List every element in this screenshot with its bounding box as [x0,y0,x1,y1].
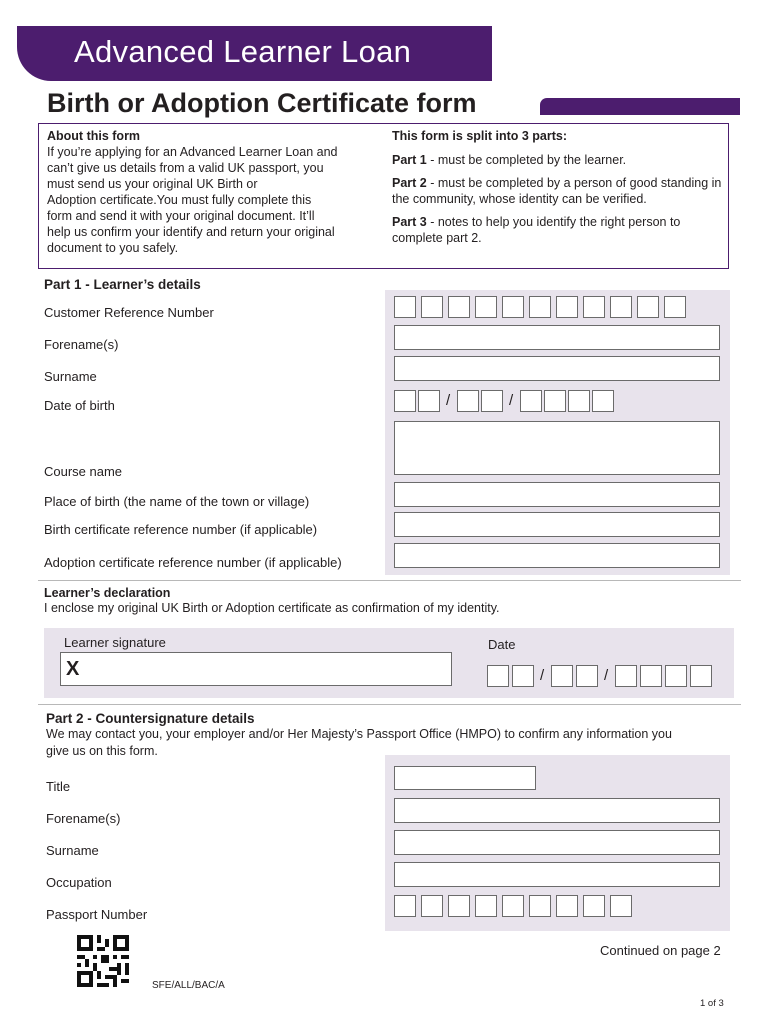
about-line: must send us your original UK Birth or [47,177,258,191]
part2-title: Part 2 - Countersignature details [46,711,255,726]
crn-digit-box[interactable] [502,296,524,318]
adoption-cert-label: Adoption certificate reference number (if applicable) [44,555,342,570]
about-line: form and send it with your original document. It’ll [47,209,315,223]
adoption-cert-field[interactable] [394,543,720,568]
declaration-title: Learner’s declaration [44,586,171,600]
crn-digit-box[interactable] [556,296,578,318]
part2-intro: We may contact you, your employer and/or Her Majesty’s Passport Office (HMPO) to confirm any information you give us on this form. [46,727,672,758]
date-label: Date [488,637,516,652]
form-title: Birth or Adoption Certificate form [47,88,477,118]
passport-digit-box[interactable] [529,895,551,917]
part2-note [392,175,724,207]
crn-digit-box[interactable] [529,296,551,318]
part2-label: Part 2 [392,176,427,190]
form-parts-summary [392,128,724,253]
learner-surname-field[interactable] [394,356,720,381]
dob-day-box[interactable] [394,390,416,412]
signature-mark: X [66,658,80,680]
crn-digit-box[interactable] [637,296,659,318]
date-separator: / [604,667,609,684]
dob-month-box[interactable] [481,390,503,412]
part2-text: - must be completed by a person of good standing in the community, whose identity can be verified. [392,176,722,206]
crn-digit-box[interactable] [421,296,443,318]
crn-digit-box[interactable] [448,296,470,318]
forename-label: Forename(s) [44,337,119,352]
sig-date-day-box[interactable] [487,665,509,687]
part1-title: Part 1 - Learner’s details [44,277,201,292]
accent-bar [540,98,740,115]
passport-digit-box[interactable] [583,895,605,917]
surname-label: Surname [44,369,97,384]
course-name-field[interactable] [394,421,720,475]
part3-label: Part 3 [392,215,427,229]
crn-digit-box[interactable] [475,296,497,318]
section-divider [38,704,741,705]
dob-year-box[interactable] [568,390,590,412]
crn-digit-box[interactable] [394,296,416,318]
section-divider [38,580,741,581]
course-label: Course name [44,464,123,479]
about-line: help us confirm your identify and return your original [47,225,335,239]
cs-occupation-label: Occupation [46,875,112,890]
birth-cert-label: Birth certificate reference number (if applicable) [44,522,318,537]
birth-cert-field[interactable] [394,512,720,537]
date-separator: / [446,392,451,409]
crn-digit-box[interactable] [583,296,605,318]
passport-digit-box[interactable] [475,895,497,917]
cs-passport-label: Passport Number [46,907,148,922]
learner-signature-field[interactable] [60,652,452,686]
countersignatory-surname-field[interactable] [394,830,720,855]
birthplace-label: Place of birth (the name of the town or village) [44,494,310,509]
cs-forename-label: Forename(s) [46,811,121,826]
about-line: Adoption certificate.You must fully complete this [47,193,312,207]
sig-date-month-box[interactable] [551,665,573,687]
parts-heading: This form is split into 3 parts: [392,129,568,143]
countersignatory-forename-field[interactable] [394,798,720,823]
passport-digit-box[interactable] [421,895,443,917]
dob-year-box[interactable] [520,390,542,412]
sig-date-year-box[interactable] [640,665,662,687]
passport-digit-box[interactable] [556,895,578,917]
passport-digit-box[interactable] [394,895,416,917]
form-code: SFE/ALL/BAC/A [152,980,225,991]
dob-year-box[interactable] [544,390,566,412]
birthplace-field[interactable] [394,482,720,507]
countersignatory-title-field[interactable] [394,766,536,790]
sig-date-year-box[interactable] [690,665,712,687]
sig-date-day-box[interactable] [512,665,534,687]
cs-title-label: Title [46,779,71,794]
passport-digit-box[interactable] [610,895,632,917]
crn-digit-box[interactable] [664,296,686,318]
crn-digit-box[interactable] [610,296,632,318]
dob-year-box[interactable] [592,390,614,412]
passport-digit-box[interactable] [448,895,470,917]
about-this-form [47,128,382,256]
continued-note: Continued on page 2 [600,943,721,958]
countersignatory-occupation-field[interactable] [394,862,720,887]
sig-date-month-box[interactable] [576,665,598,687]
sig-date-year-box[interactable] [665,665,687,687]
banner-title: Advanced Learner Loan [74,34,412,69]
date-separator: / [540,667,545,684]
part3-text: - notes to help you identify the right person to complete part 2. [392,215,681,245]
part1-text: - must be completed by the learner. [426,153,627,167]
dob-label: Date of birth [44,398,115,413]
crn-label: Customer Reference Number [44,305,214,320]
date-separator: / [509,392,514,409]
part1-note [392,152,724,168]
passport-digit-box[interactable] [502,895,524,917]
about-heading: About this form [47,129,141,143]
dob-day-box[interactable] [418,390,440,412]
dob-month-box[interactable] [457,390,479,412]
part3-note [392,214,724,246]
page-number: 1 of 3 [700,998,724,1009]
about-line: If you’re applying for an Advanced Learner Loan and [47,145,338,159]
part1-label: Part 1 [392,153,427,167]
sig-date-year-box[interactable] [615,665,637,687]
learner-forename-field[interactable] [394,325,720,350]
declaration-text: I enclose my original UK Birth or Adoption certificate as confirmation of my identity. [44,601,500,615]
qr-code-icon [77,935,129,987]
about-line: document to you safely. [47,241,179,255]
cs-surname-label: Surname [46,843,99,858]
about-line: can’t give us details from a valid UK passport, you [47,161,324,175]
signature-label: Learner signature [64,635,166,650]
